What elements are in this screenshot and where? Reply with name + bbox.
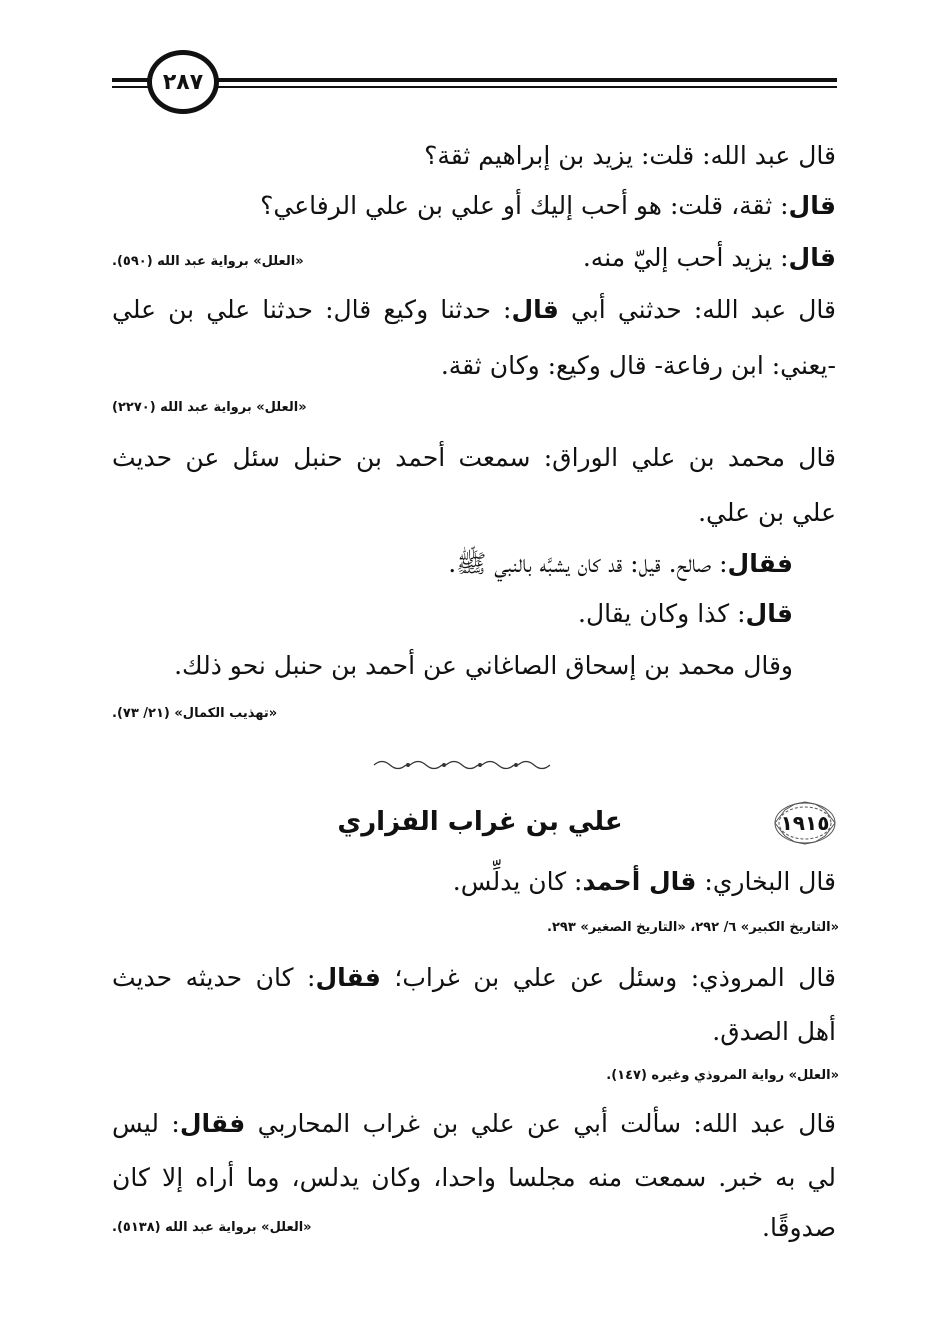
text-line: وقال محمد بن إسحاق الصاغاني عن أحمد بن حنبل نحو ذلك. — [174, 651, 793, 680]
text-line: قال: يزيد أحب إليّ منه. — [582, 243, 836, 272]
text-line: قال البخاري: قال أحمد: كان يدلِّس. — [452, 867, 836, 896]
source-citation: «العلل» برواية عبد الله (٥١٣٨). — [112, 1220, 312, 1235]
ornament-divider — [370, 758, 570, 772]
header-rule — [210, 78, 837, 82]
text-line: صدوقًا. — [762, 1213, 836, 1242]
text-line: قال: كذا وكان يقال. — [578, 599, 793, 628]
text-line: فقال: صالح. قيل: قد كان يشبَّه بالنبي ﷺ. — [448, 549, 793, 578]
text-line: قال عبد الله: سألت أبي عن علي بن غراب المحاربي فقال: ليس — [112, 1109, 837, 1138]
header-rule-left — [112, 78, 152, 82]
text-line: أهل الصدق. — [712, 1017, 836, 1046]
text-line: لي به خبر. سمعت منه مجلسا واحدا، وكان يدلس، وما أراه إلا كان — [112, 1163, 836, 1192]
page-number: ٢٨٧ — [147, 50, 219, 114]
source-citation: «العلل» برواية عبد الله (٥٩٠). — [112, 254, 304, 269]
source-citation: «تهذيب الكمال» (٢١/ ٧٣). — [112, 706, 278, 721]
header-rule-thin — [210, 86, 837, 88]
text-line: قال عبد الله: قلت: يزيد بن إبراهيم ثقة؟ — [424, 141, 836, 170]
text-line: -يعني: ابن رفاعة- قال وكيع: وكان ثقة. — [440, 351, 836, 380]
text-line: قال محمد بن علي الوراق: سمعت أحمد بن حنبل سئل عن حديث — [112, 443, 836, 472]
text-line: قال: ثقة، قلت: هو أحب إليك أو علي بن علي الرفاعي؟ — [260, 191, 836, 220]
text-line: علي بن علي. — [698, 498, 836, 527]
source-citation: «العلل» رواية المروذي وغيره (١٤٧). — [606, 1068, 839, 1083]
entry-title: علي بن غراب الفزاري — [337, 807, 623, 837]
header-rule-left-thin — [112, 86, 152, 88]
entry-number: ١٩١٥ — [780, 811, 830, 835]
text-line: قال عبد الله: حدثني أبي قال: حدثنا وكيع قال: حدثنا علي بن علي — [112, 295, 836, 324]
text-line: قال المروذي: وسئل عن علي بن غراب؛ فقال: كان حديثه حديث — [112, 963, 836, 992]
source-citation: «العلل» برواية عبد الله (٢٢٧٠) — [112, 400, 307, 415]
source-citation: «التاريخ الكبير» ٦/ ٢٩٢، «التاريخ الصغير» ٢٩٣. — [547, 920, 839, 935]
